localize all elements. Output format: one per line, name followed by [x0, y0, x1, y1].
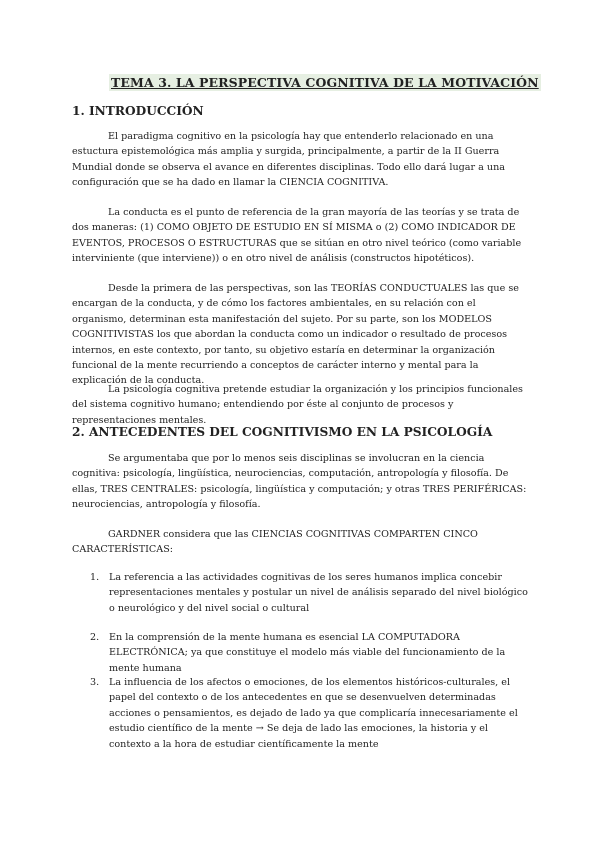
section-1-heading: 1. INTRODUCCIÓN — [72, 104, 204, 118]
list-item — [90, 675, 528, 752]
list-item-text: En la comprensión de la mente humana es esencial LA COMPUTADORA ELECTRÓNICA; ya que constituye el modelo más viable del funcionamiento de la mente humana — [109, 632, 506, 674]
section-2-heading: 2. ANTECEDENTES DEL COGNITIVISMO EN LA PSICOLOGÍA — [72, 425, 493, 439]
list-item-text: La referencia a las actividades cognitivas de los seres humanos implica concebir representaciones mentales y postular un nivel de análisis separado del nivel biológico o neurológico y del nivel social o cultural — [109, 572, 528, 614]
section-1-paragraph-2: La conducta es el punto de referencia de la gran mayoría de las teorías y se trata de dos maneras: (1) COMO OBJETO DE ESTUDIO EN SÍ MISMA o (2) COMO INDICADOR DE EVENTOS, PROCESOS O ESTRUCTURAS que se sitúan en otro nivel teórico (como variable interviniente (que interviene)) o en otro nivel de análisis (constructos hipotéticos). — [72, 207, 522, 265]
section-1-paragraph-3: Desde la primera de las perspectivas, son las TEORÍAS CONDUCTUALES las que se encargan de la conducta, y de cómo los factores ambientales, en su relación con el organismo, determinan esta manifestación del sujeto. Por su parte, son los MODELOS COGNITIVISTAS los que abordan la conducta como un indicador o resultado de procesos internos, en este contexto, por tanto, su objetivo estaría en determinar la organización funcional de la mente recurriendo a conceptos de carácter interno y mental para la explicación de la conducta. — [72, 283, 519, 387]
list-item — [90, 570, 528, 616]
document-title: TEMA 3. LA PERSPECTIVA COGNITIVA DE LA MOTIVACIÓN — [111, 75, 539, 90]
section-2-paragraph-2: GARDNER considera que las CIENCIAS COGNITIVAS COMPARTEN CINCO CARACTERÍSTICAS: — [72, 529, 478, 556]
section-1-paragraph-1: El paradigma cognitivo en la psicología hay que entenderlo relacionado en una estuctura epistemológica más amplia y surgida, principalmente, a partir de la II Guerra Mundial donde se observa el avance en diferentes disciplinas. Todo ello dará lugar a una configuración que se ha dado en llamar la CIENCIA COGNITIVA. — [72, 131, 505, 189]
section-2-paragraph-1: Se argumentaba que por lo menos seis disciplinas se involucran en la ciencia cognitiva: psicología, lingüística, neurociencias, computación, antropología y filosofía. De ellas, TRES CENTRALES: psicología, lingüística y computación; y otras TRES PERIFÉRICAS: neurociencias, antropología y filosofía. — [72, 453, 527, 511]
list-item — [90, 630, 528, 676]
list-item-number: 2. — [90, 632, 100, 643]
list-item-text: La influencia de los afectos o emociones, de los elementos históricos-culturales, el papel del contexto o de los antecedentes en que se desenvuelven determinadas acciones o pensamientos, es dejado de lado ya que complicaría innecesariamente el estudio científico de la mente → Se deja de lado las emociones, la historia y el contexto a la hora de estudiar científicamente la mente — [109, 677, 518, 750]
list-item-number: 1. — [90, 572, 100, 583]
list-item-number: 3. — [90, 677, 100, 688]
section-1-paragraph-4: La psicología cognitiva pretende estudiar la organización y los principios funcionales del sistema cognitivo humano; entendiendo por éste al conjunto de procesos y representaciones mentales. — [72, 384, 523, 426]
